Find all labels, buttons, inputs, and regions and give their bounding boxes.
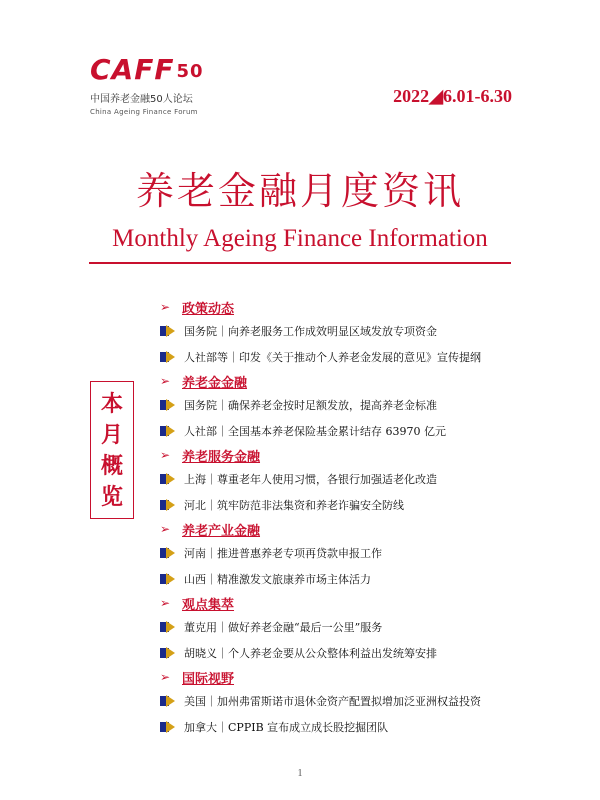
- title-divider: [89, 262, 511, 264]
- list-item-text: 董克用｜做好养老金融“最后一公里”服务: [184, 621, 383, 634]
- chevron-right-icon: ➢: [160, 596, 171, 610]
- list-item[interactable]: [160, 614, 540, 640]
- chevron-right-icon: ➢: [160, 300, 171, 314]
- bullet-arrow-icon: [160, 325, 180, 337]
- section-title[interactable]: 观点集萃: [182, 597, 235, 613]
- section-title[interactable]: 国际视野: [182, 671, 235, 687]
- section-heading[interactable]: [160, 518, 540, 540]
- section-elderly-industry-finance: [160, 518, 540, 592]
- chevron-right-icon: ➢: [160, 448, 171, 462]
- bullet-arrow-icon: [160, 499, 180, 511]
- list-item-text: 山西｜精准激发文旅康养市场主体活力: [184, 573, 371, 586]
- bullet-arrow-icon: [160, 399, 180, 411]
- logo-english-name: China Ageing Finance Forum: [90, 108, 198, 116]
- list-item[interactable]: [160, 688, 540, 714]
- section-title[interactable]: 养老产业金融: [182, 523, 261, 539]
- section-title[interactable]: 养老服务金融: [182, 449, 261, 465]
- chevron-right-icon: ➢: [160, 374, 171, 388]
- list-item-text: 河南｜推进普惠养老专项再贷款申报工作: [184, 547, 382, 560]
- section-policy: [160, 296, 540, 370]
- section-heading[interactable]: [160, 666, 540, 688]
- bullet-arrow-icon: [160, 473, 180, 485]
- bullet-arrow-icon: [160, 547, 180, 559]
- chevron-right-icon: ➢: [160, 522, 171, 536]
- list-item[interactable]: [160, 640, 540, 666]
- bullet-arrow-icon: [160, 695, 180, 707]
- section-heading[interactable]: [160, 296, 540, 318]
- section-international: [160, 666, 540, 740]
- list-item[interactable]: [160, 392, 540, 418]
- list-item[interactable]: [160, 318, 540, 344]
- page-number: 1: [297, 768, 303, 779]
- list-item[interactable]: [160, 492, 540, 518]
- list-item-text: 上海｜尊重老年人使用习惯，各银行加强适老化改造: [184, 473, 437, 486]
- list-item[interactable]: [160, 540, 540, 566]
- page-title-en: Monthly Ageing Finance Information: [112, 225, 488, 252]
- list-item-text: 加拿大｜CPPIB 宣布成立成长股挖掘团队: [184, 721, 389, 734]
- bullet-arrow-icon: [160, 425, 180, 437]
- section-heading[interactable]: [160, 592, 540, 614]
- bullet-arrow-icon: [160, 647, 180, 659]
- bullet-arrow-icon: [160, 621, 180, 633]
- table-of-contents: [160, 296, 540, 740]
- list-item-text: 国务院｜确保养老金按时足额发放，提高养老金标准: [184, 399, 437, 412]
- list-item[interactable]: [160, 466, 540, 492]
- overview-char: 本: [100, 390, 123, 417]
- overview-char: 概: [100, 452, 123, 479]
- list-item-text: 美国｜加州弗雷斯诺市退休金资产配置拟增加泛亚洲权益投资: [184, 695, 481, 708]
- section-elderly-service-finance: [160, 444, 540, 518]
- overview-char: 月: [100, 421, 123, 448]
- list-item[interactable]: [160, 418, 540, 444]
- list-item-text: 国务院｜向养老服务工作成效明显区域发放专项资金: [184, 325, 437, 338]
- section-heading[interactable]: [160, 444, 540, 466]
- caff-logo: [90, 53, 204, 116]
- list-item-text: 人社部｜全国基本养老保险基金累计结存 63970 亿元: [184, 425, 446, 438]
- list-item-text: 胡晓义｜个人养老金要从公众整体利益出发统筹安排: [184, 647, 437, 660]
- bullet-arrow-icon: [160, 351, 180, 363]
- logo-number: 50: [176, 61, 204, 82]
- list-item-text: 河北｜筑牢防范非法集资和养老诈骗安全防线: [184, 499, 404, 512]
- section-title[interactable]: 养老金金融: [182, 375, 248, 391]
- logo-wordmark: [90, 53, 204, 86]
- bullet-arrow-icon: [160, 573, 180, 585]
- section-title[interactable]: 政策动态: [182, 301, 235, 317]
- section-heading[interactable]: [160, 370, 540, 392]
- overview-char: 览: [100, 483, 123, 510]
- section-pension-finance: [160, 370, 540, 444]
- list-item[interactable]: [160, 344, 540, 370]
- bullet-arrow-icon: [160, 721, 180, 733]
- page-title-cn: 养老金融月度资讯: [135, 169, 464, 213]
- logo-main-text: CAFF: [90, 53, 175, 86]
- list-item-text: 人社部等｜印发《关于推动个人养老金发展的意见》宣传提纲: [184, 351, 481, 364]
- logo-chinese-name: 中国养老金融50人论坛: [90, 94, 193, 105]
- list-item[interactable]: [160, 566, 540, 592]
- list-item[interactable]: [160, 714, 540, 740]
- monthly-overview-label: [90, 381, 134, 519]
- issue-date: 2022◢6.01-6.30: [393, 86, 512, 106]
- chevron-right-icon: ➢: [160, 670, 171, 684]
- section-viewpoints: [160, 592, 540, 666]
